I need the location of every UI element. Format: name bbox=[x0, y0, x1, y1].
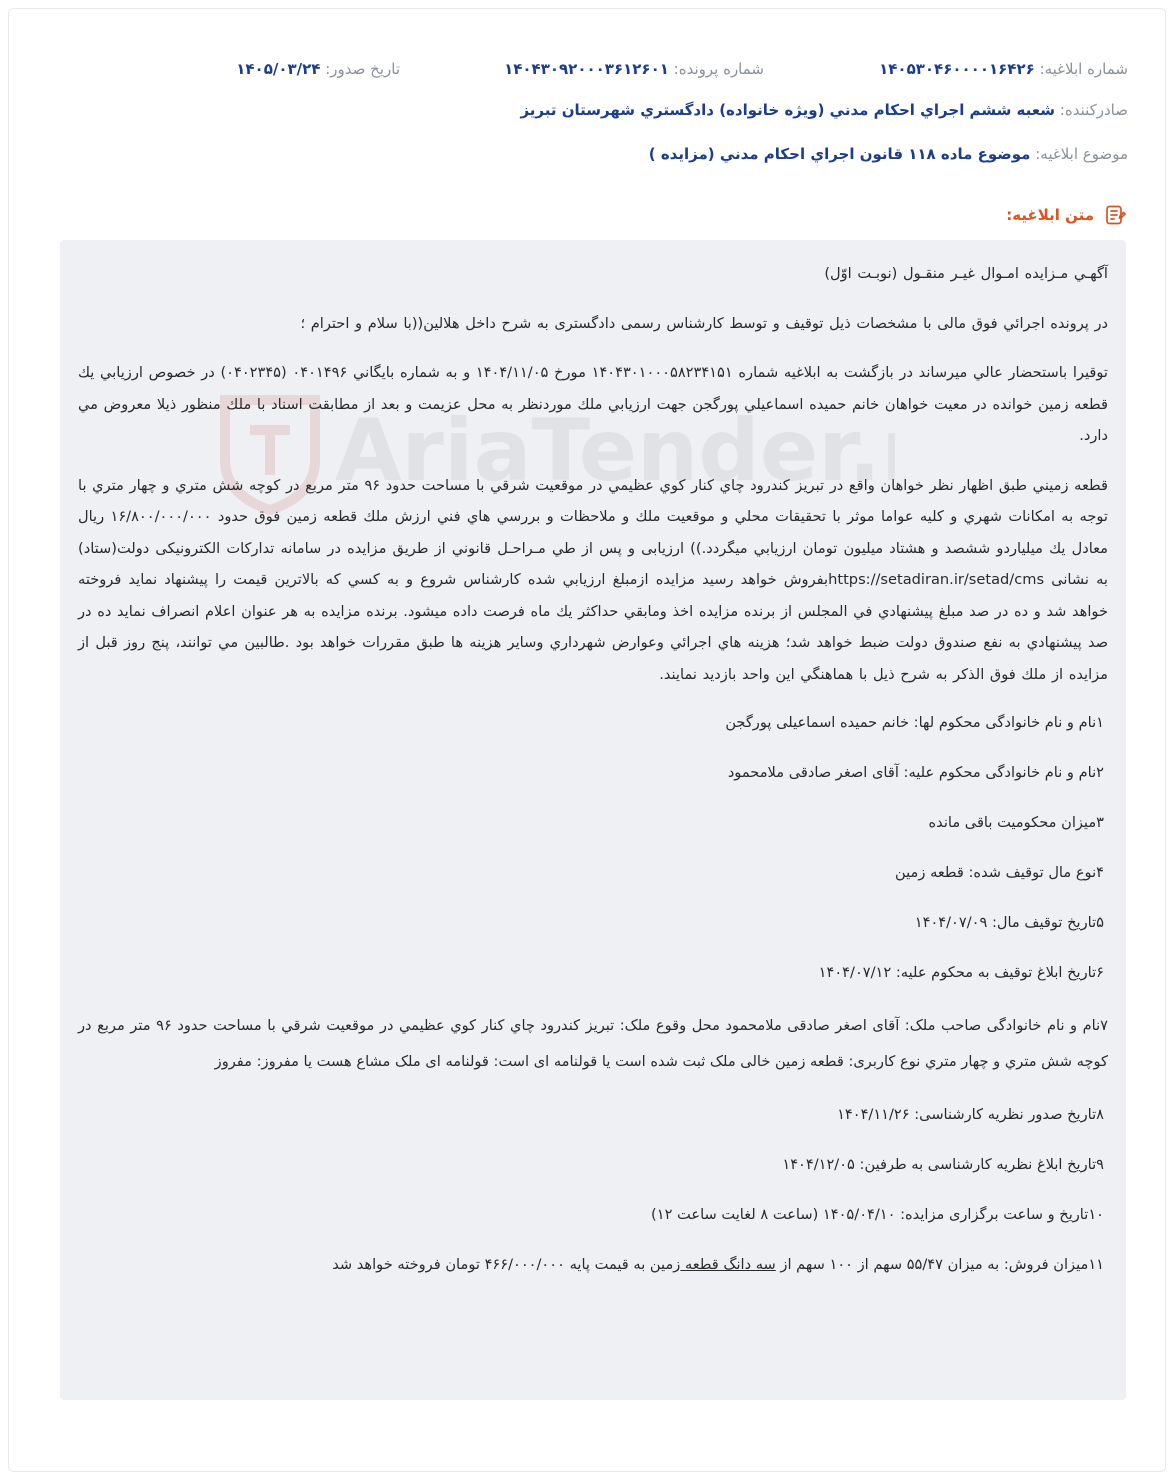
notice-number bbox=[879, 58, 1128, 80]
subject-row bbox=[46, 143, 1128, 165]
sale-amount-part1: ۱۱میزان فروش: به میزان ۵۵/۴۷ سهم از ۱۰۰ سهم از bbox=[775, 1256, 1104, 1273]
section-title bbox=[1006, 202, 1128, 228]
list-item: ۶تاریخ ابلاغ توقیف به محکوم علیه: ۱۴۰۴/۰۷/۱۲ bbox=[818, 964, 1104, 981]
list-item: ۳میزان محکومیت باقی مانده bbox=[928, 814, 1104, 831]
subject-value: موضوع ماده ۱۱۸ قانون اجراي احكام مدني (مزايده ) bbox=[648, 145, 1031, 163]
case-number bbox=[504, 58, 764, 80]
notice-paragraph-3: قطعه زميني طبق اظهار نظر خواهان واقع در تبريز كندرود چاي كنار كوي عظيمي در موقعيت شرقي با مساحت حدود ۹۶ متر مربع در كوچه شش متري و چهار متري با توجه به امكانات شهري و كليه عواما موثر با تحقيقات محلي و موقعيت ملك و ملاحظات و بررسي هاي فني ارزش ملك قطعه زمين فوق حدود ۱۶/۸۰۰/۰۰۰/۰۰۰ ريال معادل يك ميلياردو ششصد و هشتاد ميليون تومان ارزيابي ميگردد.)) ارزيابی و پس از طي مـراحـل قانوني از طريق مزايده در سامانه تدارکات الکترونيکی دولت(ستاد) به نشانی https://setadiran.ir/setad/cmsبفروش خواهد رسيد مزايده ازمبلغ ارزيابي شده كارشناس شروع و به كسي كه بالاترين قيمت را پيشنهاد نمايد فروخته خواهد شد و ده در صد مبلغ پيشنهادي في المجلس از برنده مزايده اخذ ومابقي حداكثر يك ماه فرصت داده ميشود. برنده مزايده به هر عنوان اعلام انصراف نمايد ده در صد پيشنهادي به نفع صندوق دولت ضبط خواهد شد؛ هزينه هاي اجرائي وعوارض شهرداري وساير هزينه ها طبق مقررات خواهد بود .طالبين مي توانند، پنج روز قبل از مزايده از ملك فوق الذكر به شرح ذيل با هماهنگي اين واحد بازديد نمايند. bbox=[78, 476, 1108, 683]
notice-paragraph-2: توقيرا باستحضار عالي ميرساند در بازگشت به ابلاغيه شماره ۱۴۰۴۳۰۱۰۰۰۵۸۲۳۴۱۵۱ مورخ ۱۴۰۴/۱۱/۰۵ و به شماره بايگاني ۰۴۰۱۴۹۶ (۰۴۰۲۳۴۵) در خصوص ارزيابي يك قطعه زمين خوانده در معيت خواهان خانم حميده اسماعيلي پورگجن جهت ارزيابي ملك موردنظر به محل عزيمت و بعد از مطابقت اسناد با ملك منظور ذيلا معروض مي دارد. bbox=[78, 364, 1108, 444]
issuer-value: شعبه ششم اجراي احكام مدني (ويژه خانواده) دادگستري شهرستان تبريز bbox=[520, 101, 1055, 119]
case-number-label: شماره پرونده: bbox=[673, 60, 764, 78]
meta-row-ids bbox=[46, 58, 1128, 80]
issuer-row bbox=[46, 99, 1128, 121]
list-item: ۱۰تاریخ و ساعت برگزاری مزایده: ۱۴۰۵/۰۴/۱۰ (ساعت ۸ لغایت ساعت ۱۲) bbox=[651, 1206, 1104, 1223]
notice-number-value: ۱۴۰۵۳۰۴۶۰۰۰۰۱۶۴۲۶ bbox=[879, 60, 1035, 78]
case-number-value: ۱۴۰۴۳۰۹۲۰۰۰۳۶۱۲۶۰۱ bbox=[504, 60, 669, 78]
list-item: ۱نام و نام خانوادگی محکوم لها: خانم حمیده اسماعیلی پورگجن bbox=[725, 714, 1104, 731]
sale-amount-underlined: سه دانگ قطعه bbox=[680, 1256, 776, 1273]
details-list bbox=[78, 708, 1108, 1280]
section-title-text: متن ابلاغيه: bbox=[1006, 206, 1094, 224]
notice-number-label: شماره ابلاغيه: bbox=[1039, 60, 1128, 78]
list-item: ۲نام و نام خانوادگی محکوم علیه: آقای اصغر صادقی ملامحمود bbox=[727, 764, 1104, 781]
sale-amount-item bbox=[78, 1250, 1108, 1280]
notice-heading: آگهـي مـزايده امـوال غيـر منقـول (نوبـت اوّل) bbox=[824, 265, 1108, 282]
list-item: ۹تاریخ ابلاغ نظریه کارشناسی به طرفین: ۱۴۰۴/۱۲/۰۵ bbox=[782, 1156, 1104, 1173]
list-item: ۷نام و نام خانوادگی صاحب ملک: آقای اصغر صادقی ملامحمود محل وقوع ملک: تبريز كندرود چاي كنار كوي عظيمي در موقعيت شرقي با مساحت حدود ۹۶ متر مربع در كوچه شش متري و چهار متري نوع کاربری: قطعه زمین خالی ملک ثبت شده است یا قولنامه ای است: قولنامه ای ملک مشاع هست یا مفروز: مفروز bbox=[78, 1017, 1109, 1070]
notice-body-box bbox=[60, 240, 1126, 1400]
issue-date-value: ۱۴۰۵/۰۳/۲۴ bbox=[236, 60, 321, 78]
list-item: ۵تاریخ توقیف مال: ۱۴۰۴/۰۷/۰۹ bbox=[914, 914, 1104, 931]
list-item: ۸تاریخ صدور نظریه کارشناسی: ۱۴۰۴/۱۱/۲۶ bbox=[837, 1106, 1104, 1123]
sale-amount-part2: زمین به قیمت پایه ۴۶۶/۰۰۰/۰۰۰ تومان فروخته خواهد شد bbox=[332, 1256, 681, 1273]
document-icon bbox=[1102, 202, 1128, 228]
issuer-label: صادرکننده: bbox=[1059, 101, 1128, 119]
subject-label: موضوع ابلاغيه: bbox=[1035, 145, 1128, 163]
notice-body bbox=[78, 258, 1108, 690]
issue-date-label: تاريخ صدور: bbox=[325, 60, 400, 78]
issue-date bbox=[236, 58, 400, 80]
list-item: ۴نوع مال توقیف شده: قطعه زمین bbox=[895, 864, 1104, 881]
notice-paragraph-1: در پرونده اجرائي فوق مالی با مشخصات ذیل توقیف و توسط کارشناس رسمی دادگستری به شرح داخل هلالین((با سلام و احترام ؛ bbox=[300, 314, 1108, 332]
watermark-text: AriaTender. bbox=[335, 401, 881, 501]
